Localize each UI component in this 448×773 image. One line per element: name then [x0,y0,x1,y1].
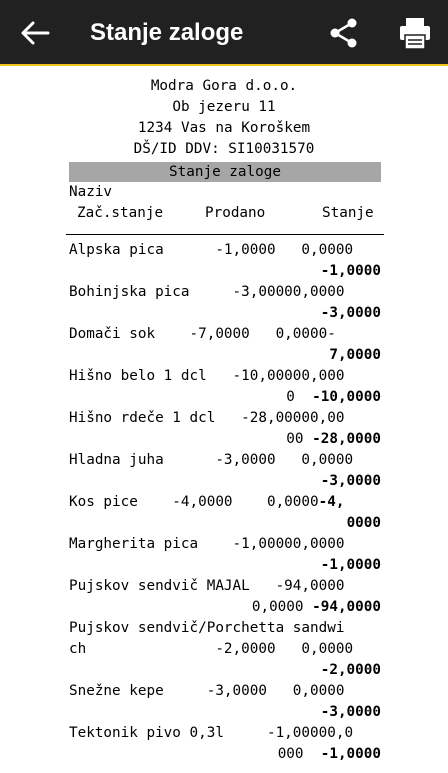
item-line: Hišno rdeče 1 dcl -28,00000,00 [69,410,345,426]
item-line: Alpska pica -1,0000 0,0000 [69,242,354,258]
app-bar [0,0,448,66]
item-line: Margherita pica -1,00000,0000 [69,536,345,552]
item-stanje: -3,0000 [320,473,381,489]
column-zac-stanje: Zač.stanje [77,205,164,221]
item-stanje: 0000 [346,515,381,531]
item-line: ch -2,0000 0,0000 [69,641,354,657]
print-icon[interactable] [398,16,432,50]
item-stanje: 7,0000 [329,347,381,363]
item-stanje: 0,0000 -94,0000 [251,599,381,615]
section-title: Stanje zaloge [69,162,381,182]
company-name: Modra Gora d.o.o. [150,78,298,94]
item-stanje: -1,0000 [320,263,381,279]
page-title: Stanje zaloge [90,19,244,46]
column-prodano: Prodano [205,205,266,221]
item-stanje: -1,0000 [320,557,381,573]
item-stanje: -2,0000 [320,662,381,678]
item-stanje: -3,0000 [320,305,381,321]
company-address: Ob jezeru 11 [172,99,276,115]
item-stanje: 00 -28,0000 [286,431,381,447]
item-line: Domači sok -7,0000 0,0000- [69,326,336,342]
item-line: Hišno belo 1 dcl -10,00000,000 [69,368,345,384]
item-line: Tektonik pivo 0,3l -1,00000,0 [69,725,354,741]
item-line: Snežne kepe -3,0000 0,0000 [69,683,345,699]
column-naziv: Naziv [69,184,113,200]
header-divider [66,234,384,235]
stock-receipt [0,66,448,773]
company-city: 1234 Vas na Koroškem [137,120,311,136]
item-stanje: 000 -1,0000 [277,746,381,762]
item-line: Pujskov sendvič/Porchetta sandwi [69,620,345,636]
item-line: Bohinjska pica -3,00000,0000 [69,284,345,300]
item-line: Kos pice -4,0000 0,0000-4, [69,494,345,510]
item-stanje: 0 -10,0000 [286,389,381,405]
item-stanje: -3,0000 [320,704,381,720]
item-line: Hladna juha -3,0000 0,0000 [69,452,354,468]
share-icon[interactable] [328,17,360,49]
company-vat: DŠ/ID DDV: SI10031570 [133,141,315,157]
back-arrow-icon[interactable] [18,17,52,49]
column-stanje: Stanje [322,205,374,221]
item-line: Pujskov sendvič MAJAL -94,0000 [69,578,345,594]
